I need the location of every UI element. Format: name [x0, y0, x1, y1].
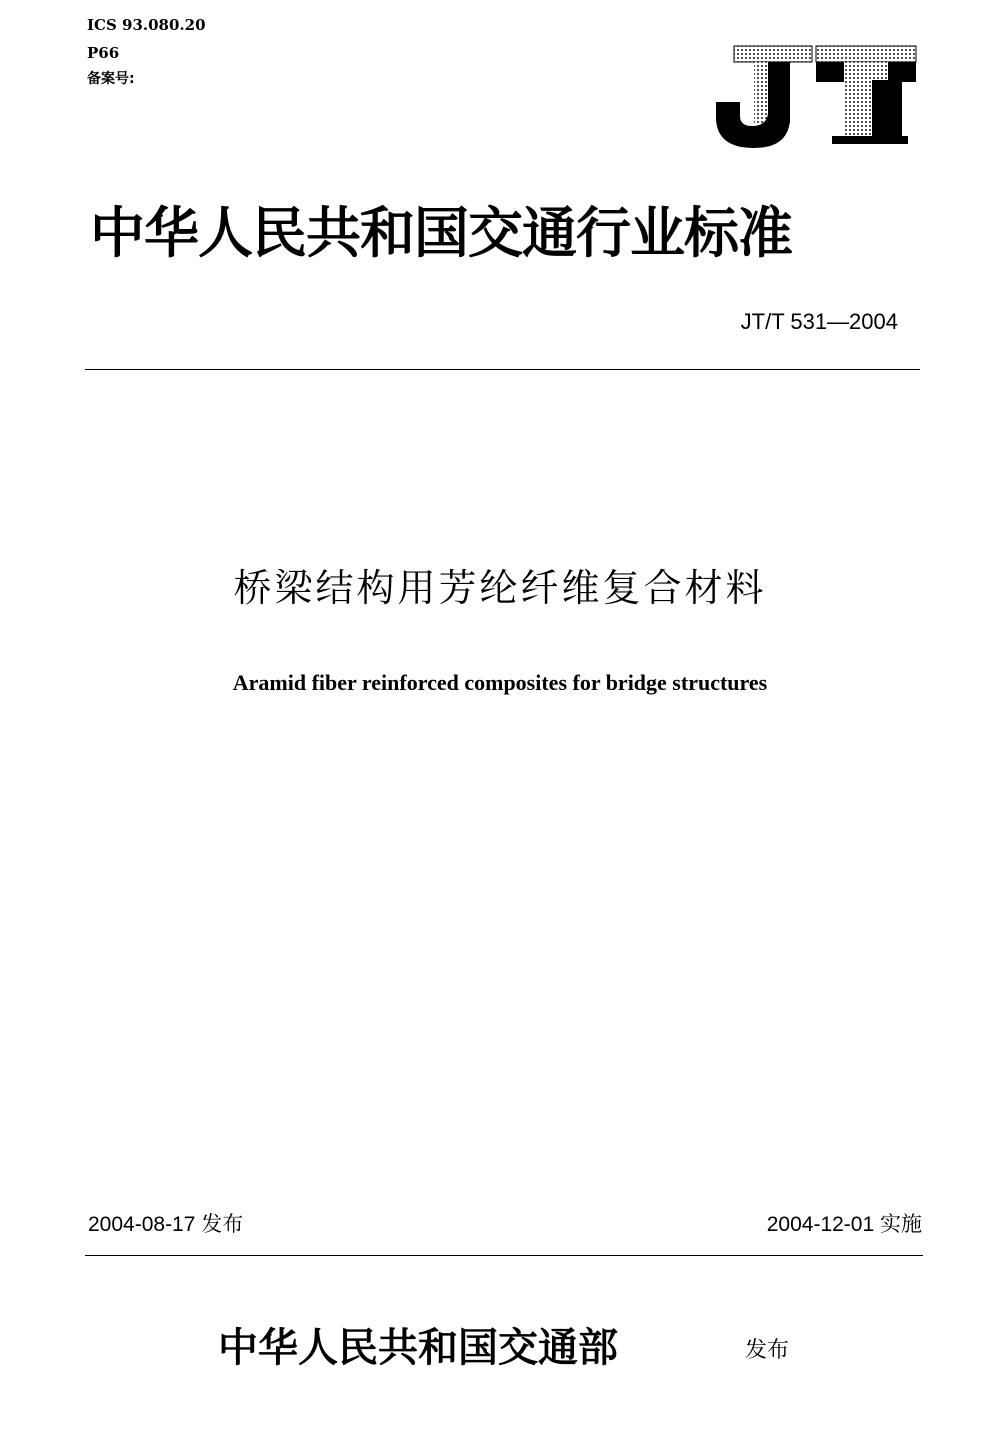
jt-logo	[712, 40, 922, 152]
publisher-name: 中华人民共和国交通部	[218, 1324, 618, 1371]
document-title-en: Aramid fiber reinforced composites for bridge structures	[232, 670, 768, 695]
ics-code: ICS 93.080.20	[87, 16, 206, 34]
publish-label: 发布	[745, 1338, 790, 1363]
bottom-divider	[85, 1255, 923, 1256]
standard-number: JT/T 531—2004	[740, 309, 898, 334]
issue-date: 2004-08-17 发布	[88, 1213, 244, 1236]
top-divider	[85, 369, 920, 370]
ccs-code: P66	[87, 44, 120, 62]
standard-heading: 中华人民共和国交通行业标准	[90, 200, 793, 265]
filing-number-label: 备案号:	[87, 71, 135, 87]
document-title-zh: 桥梁结构用芳纶纤维复合材料	[233, 566, 767, 610]
implementation-date: 2004-12-01 实施	[766, 1213, 922, 1236]
